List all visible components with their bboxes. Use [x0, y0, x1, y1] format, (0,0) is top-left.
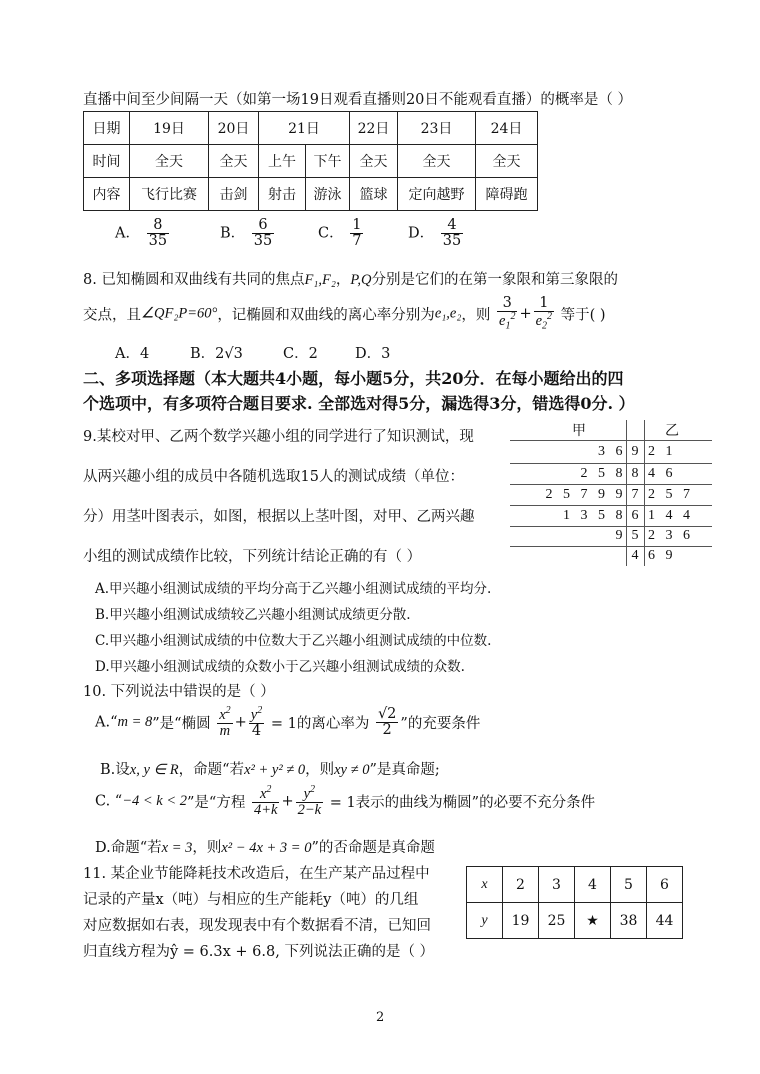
q8-text: 8. 已知椭圆和双曲线有共同的焦点	[83, 272, 305, 288]
table-cell: 全天	[476, 145, 538, 178]
option-label: A．	[115, 225, 140, 242]
y-label: y	[467, 903, 503, 939]
fraction	[441, 218, 463, 249]
q10-text: ”是“椭圆	[152, 716, 211, 733]
q10-math: xy ≠ 0	[334, 762, 370, 778]
q10-text: ，命题“若	[178, 762, 245, 778]
q7-option-a	[115, 218, 171, 249]
q10-math: x = 3	[161, 840, 193, 856]
table-cell: 20日	[209, 112, 259, 145]
q10-option-c: C. “−4 < k < 2”是“方程 $\frac{x^2}{4+k}$ + $\frac{y^2}{2-k}$ = 1表示的曲线为椭圆”的必要不充分条件	[95, 784, 596, 819]
q10-option-b	[100, 758, 440, 779]
q10-text: ”的否命题是真命题	[311, 840, 435, 856]
section-heading-line2: 个选项中，有多项符合题目要求. 全部选对得5分，漏选得3分，错选得0分. ）	[83, 394, 635, 413]
stem-row	[510, 548, 712, 568]
right-leaves: 2 5 7	[648, 487, 694, 502]
fraction-1-over-e2sq: $\frac{1}{e_2^2}$	[535, 295, 553, 332]
row-divider	[510, 546, 712, 547]
fraction-sqrt2-over-2: $\frac{√2}{2}$	[377, 705, 397, 739]
left-header: 甲	[572, 424, 586, 439]
q9-line: 从两兴趣小组的成员中各随机选取15人的测试成绩（单位：	[83, 469, 464, 485]
table-cell: 飞行比赛	[130, 178, 209, 211]
q10-text: ”是“方程	[187, 795, 246, 812]
q7-option-d	[408, 218, 465, 249]
x-label: x	[467, 867, 503, 903]
q7-stem: 直播中间至少间隔一天（如第一场19日观看直播则20日不能观看直播）的概率是（ ）	[83, 92, 633, 108]
table-cell: 19日	[130, 112, 209, 145]
stem: 9	[631, 444, 639, 459]
q8-text: 交点，且	[83, 307, 141, 324]
q10-text: D.命题“若	[95, 840, 162, 856]
q10-title: 10. 下列说法中错误的是（ ）	[83, 684, 275, 700]
q7-option-b	[220, 218, 276, 249]
table-cell: 定向越野	[398, 178, 476, 211]
table-cell: 游泳	[306, 178, 350, 211]
q8-text: 分别是它们的在第一象限和第三象限的	[371, 272, 618, 288]
table-cell: 射击	[259, 178, 306, 211]
q8-text: ，则	[461, 307, 491, 324]
stem-row	[510, 528, 712, 548]
table-cell: 内容	[84, 178, 130, 211]
table-cell: 3	[539, 867, 575, 903]
table-cell: 6	[647, 867, 683, 903]
table-cell: 21日	[259, 112, 350, 145]
q8-option-d: D．3	[355, 346, 391, 362]
denominator: 35	[442, 233, 462, 250]
page-number: 2	[376, 1010, 385, 1025]
q10-math: m = 8	[117, 714, 153, 731]
left-leaves: 2 5 8	[580, 466, 626, 481]
q8-line2: 交点，且∠QF₂P=60°，记椭圆和双曲线的离心率分别为e₁,e₂，则 $\frac{3}{e_1^2}$ + $\frac{1}{e_2^2}$ 等于( )	[83, 295, 606, 332]
q10-text: = 1表示的曲线为椭圆”的必要不充分条件	[329, 795, 596, 812]
table-row	[84, 112, 538, 145]
q8-option-a: A．4	[115, 346, 150, 362]
q9-option-b: B.甲兴趣小组测试成绩较乙兴趣小组测试成绩更分散.	[95, 607, 411, 623]
q9-option-c: C.甲兴趣小组测试成绩的中位数大于乙兴趣小组测试成绩的中位数.	[95, 633, 492, 649]
numerator: 6	[252, 218, 274, 234]
q10-text: ”是真命题;	[369, 762, 440, 778]
denominator: 35	[148, 233, 168, 250]
table-row	[84, 178, 538, 211]
fraction-x2-over-m: $\frac{x^2}{m}$	[219, 705, 231, 740]
q8-option-c: C．2	[283, 346, 318, 362]
right-leaves: 4 6	[648, 466, 676, 481]
denominator: 35	[253, 233, 273, 250]
table-cell: 全天	[350, 145, 398, 178]
table-cell: 4	[575, 867, 611, 903]
numerator: 8	[147, 218, 169, 234]
stem-row	[510, 487, 712, 507]
q10-text: ，则	[192, 840, 222, 856]
table-cell: 25	[539, 903, 575, 939]
left-leaves: 1 3 5 8	[563, 508, 626, 523]
table-cell: 23日	[398, 112, 476, 145]
schedule-table	[83, 111, 538, 211]
table-row	[84, 145, 538, 178]
q8-text: 等于( )	[560, 307, 606, 324]
q10-math: x² − 4x + 3 = 0	[221, 840, 312, 856]
table-cell: 5	[611, 867, 647, 903]
q11-line: 记录的产量x（吨）与相应的生产能耗y（吨）的几组	[83, 892, 419, 908]
table-cell: 全天	[209, 145, 259, 178]
q10-text: A.“	[95, 714, 118, 731]
table-cell: 击剑	[209, 178, 259, 211]
q9-line: 9.某校对甲、乙两个数学兴趣小组的同学进行了知识测试，现	[83, 429, 474, 445]
fraction	[147, 218, 169, 249]
table-cell: 2	[503, 867, 539, 903]
stem: 8	[631, 466, 639, 481]
star-icon: ★	[575, 903, 611, 939]
table-cell: 上午	[259, 145, 306, 178]
q10-math: x, y ∈ R	[129, 762, 179, 778]
q9-option-a: A.甲兴趣小组测试成绩的平均分高于乙兴趣小组测试成绩的平均分.	[95, 581, 492, 597]
section-heading-line1: 二、多项选择题（本大题共4小题，每小题5分，共20分．在每小题给出的四	[83, 369, 624, 388]
stem: 5	[631, 528, 639, 543]
table-row	[467, 903, 683, 939]
option-label: D．	[408, 225, 435, 242]
q10-text: ”的充要条件	[400, 716, 481, 733]
table-cell: 24日	[476, 112, 538, 145]
table-cell: 全天	[130, 145, 209, 178]
stem-row	[510, 508, 712, 528]
q8-line1	[83, 268, 618, 289]
q11-line: 归直线方程为ŷ = 6.3x + 6.8, 下列说法正确的是（ ）	[83, 944, 435, 960]
right-leaves: 1 4 4	[648, 508, 694, 523]
fraction-y2-over-2minusk: $\frac{y^2}{2-k}$	[297, 784, 322, 819]
table-cell: 下午	[306, 145, 350, 178]
q10-option-d	[95, 836, 435, 857]
right-leaves: 6 9	[648, 548, 676, 563]
table-cell: 44	[647, 903, 683, 939]
table-cell: 38	[611, 903, 647, 939]
header-divider	[510, 440, 712, 441]
stem: 6	[631, 508, 639, 523]
xy-data-table	[466, 866, 683, 939]
left-leaves: 2 5 7 9 9	[545, 487, 626, 502]
fraction-y2-over-4: $\frac{y^2}{4}$	[250, 705, 263, 740]
q8-text: ，	[335, 272, 351, 288]
row-divider	[510, 505, 712, 506]
table-row	[467, 867, 683, 903]
q8-points: P,Q	[350, 272, 372, 288]
table-cell: 篮球	[350, 178, 398, 211]
fraction	[252, 218, 274, 249]
q10-math: x² + y² ≠ 0	[244, 762, 306, 778]
q11-line: 对应数据如右表，现发现表中有个数据看不清，已知回	[83, 918, 431, 934]
fraction-x2-over-4plusk: $\frac{x^2}{4+k}$	[253, 784, 278, 819]
q10-text: = 1的离心率为	[270, 716, 370, 733]
row-divider	[510, 484, 712, 485]
table-cell: 22日	[350, 112, 398, 145]
q7-option-c	[318, 218, 365, 249]
denominator: 7	[352, 233, 362, 250]
numerator: 4	[441, 218, 463, 234]
fraction-3-over-e1sq: $\frac{3}{e_1^2}$	[499, 295, 516, 332]
right-leaves: 2 1	[648, 444, 676, 459]
left-leaves: 3 6	[598, 444, 626, 459]
q10-text: ，则	[305, 762, 335, 778]
numerator: 1	[352, 217, 362, 233]
q10-option-a: A.“m = 8”是“椭圆 $\frac{x^2}{m}$ + $\frac{y^2}{4}$ = 1的离心率为 $\frac{√2}{2}$ ”的充要条件	[95, 705, 481, 740]
table-cell: 障碍跑	[476, 178, 538, 211]
q8-foci: F₁,F₂	[304, 272, 336, 288]
q9-option-d: D.甲兴趣小组测试成绩的众数小于乙兴趣小组测试成绩的众数.	[95, 659, 465, 675]
table-cell: 日期	[84, 112, 130, 145]
stem: 4	[631, 548, 639, 563]
stem: 7	[631, 487, 639, 502]
right-header: 乙	[665, 424, 679, 439]
q10-math: −4 < k < 2	[122, 793, 188, 810]
q10-text: C. “	[95, 793, 123, 810]
table-cell: 全天	[398, 145, 476, 178]
left-leaves: 9	[615, 528, 626, 543]
fraction	[350, 218, 363, 249]
q11-line: 11. 某企业节能降耗技术改造后，在生产某产品过程中	[83, 866, 430, 882]
q8-eccentricities: e₁,e₂	[434, 305, 462, 322]
row-divider	[510, 463, 712, 464]
q8-text: ，记椭圆和双曲线的离心率分别为	[217, 307, 435, 324]
row-divider	[510, 526, 712, 527]
stem-row	[510, 466, 712, 486]
right-leaves: 2 3 6	[648, 528, 694, 543]
option-label: C．	[318, 225, 344, 242]
stem-row	[510, 444, 712, 464]
q8-option-b: B．2√3	[190, 346, 243, 362]
q8-angle: ∠QF₂P=60°	[141, 305, 218, 322]
q9-line: 小组的测试成绩作比较，下列统计结论正确的有（ ）	[83, 549, 422, 565]
q9-line: 分）用茎叶图表示，如图，根据以上茎叶图，对甲、乙两兴趣	[83, 509, 475, 525]
table-cell: 时间	[84, 145, 130, 178]
table-cell: 19	[503, 903, 539, 939]
q10-text: B.设	[100, 762, 130, 778]
option-label: B．	[220, 225, 246, 242]
